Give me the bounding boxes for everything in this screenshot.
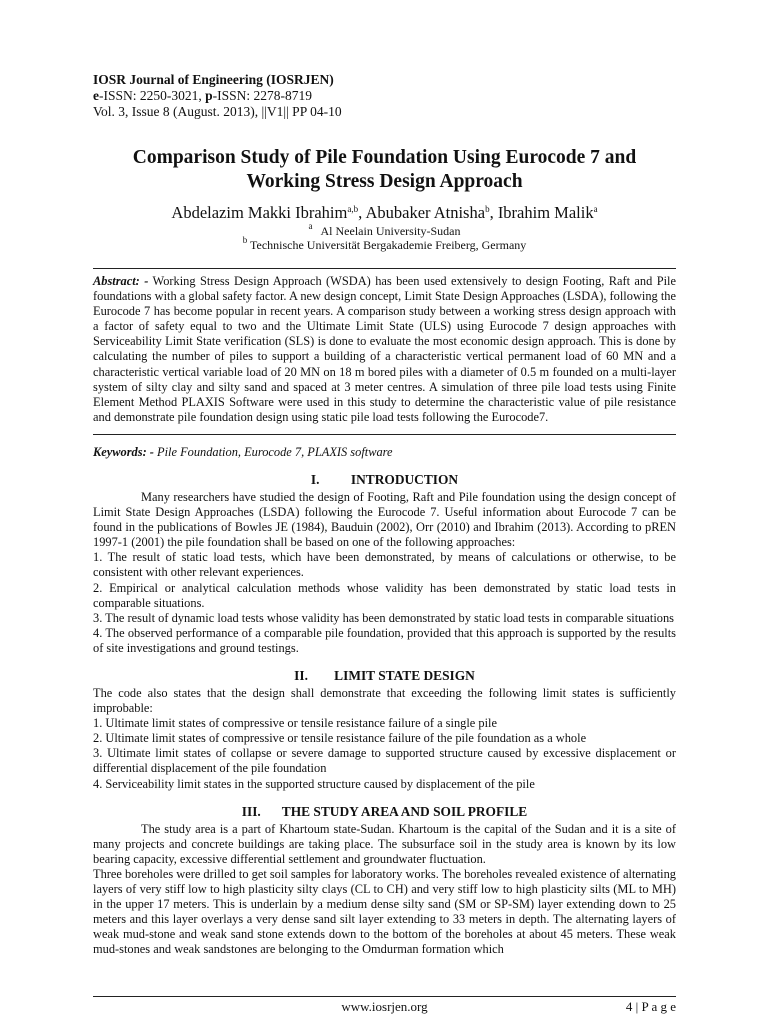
affiliation-a-mark: a xyxy=(308,221,313,231)
paragraph: The study area is a part of Khartoum state-Sudan. Khartoum is the capital of the Sudan and it is a site of many projects and concrete buildings are taking place. The subsurface soil in the study area is known by its low bearing capacity, excessive differential settlement and groundwater fluctuation. xyxy=(93,821,676,866)
section-heading-limit-state-design xyxy=(93,668,676,684)
section-title: LIMIT STATE DESIGN xyxy=(334,667,475,683)
keywords-label: Keywords: - xyxy=(93,444,154,459)
affiliation-b-mark: b xyxy=(242,235,248,245)
author-2-sup: b xyxy=(485,204,490,214)
title-line-1: Comparison Study of Pile Foundation Using Eurocode 7 and xyxy=(132,147,637,168)
affiliation-a-text: Al Neelain University-Sudan xyxy=(320,224,461,238)
list-item: 1. Ultimate limit states of compressive or tensile resistance failure of a single pile xyxy=(93,716,497,731)
issn-line xyxy=(93,88,676,104)
author-2: , Abubaker Atnisha xyxy=(358,203,486,222)
list-item: 3. Ultimate limit states of collapse or severe damage to supported structure caused by excessive displacement or differential displacement of the pile foundation xyxy=(93,746,676,776)
volume-line: Vol. 3, Issue 8 (August. 2013), ||V1|| PP 04-10 xyxy=(93,104,342,119)
author-1-sup: a,b xyxy=(347,204,359,214)
issn-p: -ISSN: 2278-8719 xyxy=(212,88,313,103)
list-item: 2. Empirical or analytical calculation methods whose validity has been demonstrated by static load tests in comparable situations. xyxy=(93,580,676,610)
footer-website: www.iosrjen.org xyxy=(341,999,428,1014)
section-number: II. xyxy=(294,667,308,683)
keywords-text: Pile Foundation, Eurocode 7, PLAXIS software xyxy=(153,444,393,459)
paragraph: Many researchers have studied the design of Footing, Raft and Pile foundation using the design concept of Limit State Design Approaches (LSDA) following the Eurocode 7. Useful information about Eurocode 7 can be found in the publications of Bowles JE (1984), Bauduin (2002), Orr (2010) and Ibrahim (2013). According to pREN 1997-1 (2001) the pile foundation shall be based on one of the following approaches: xyxy=(93,489,676,550)
title-line-2: Working Stress Design Approach xyxy=(246,171,523,192)
abstract xyxy=(93,268,676,435)
page-footer xyxy=(93,996,676,1014)
section-title: THE STUDY AREA AND SOIL PROFILE xyxy=(281,803,528,819)
author-3-sup: a xyxy=(593,204,598,214)
journal-name: IOSR Journal of Engineering (IOSRJEN) xyxy=(93,72,334,87)
issn-p-prefix: p xyxy=(205,88,213,103)
paragraph: The code also states that the design shall demonstrate that exceeding the following limit states is sufficiently improbable: xyxy=(93,685,676,716)
issn-e-prefix: e xyxy=(93,88,99,103)
abstract-text: Working Stress Design Approach (WSDA) has been used extensively to design Footing, Raft and Pile foundations with a global safety factor. A new design concept, Limit State Design Approaches (LSDA), following the Eurocode 7 has become popular in recent years. A comparison study between a working stress design approach with a factor of safety equal to two and the Ultimate Limit State (ULS) using Eurocode 7 design approaches with Serviceability Limit State verification (SLS) is done to evaluate the most economic design approach. This is done by calculating the number of piles to support a building of a characteristic vertical permanent load of 60 MN and a characteristic vertical variable load of 20 MN on 18 m bored piles with a diameter of 0.5 m founded on a multi-layer system of silty clay and silty sand and spaced at 3 meter centres. A simulation of three pile load tests using Finite Element Method PLAXIS Software were used in this study to determine the characteristic value of pile resistance and demonstrate pile foundation design using static pile load tests following the Eurocode7. xyxy=(93,274,676,424)
issn-e: -ISSN: 2250-3021, xyxy=(99,88,206,103)
list-item: 3. The result of dynamic load tests whose validity has been demonstrated by static load tests in comparable situations xyxy=(93,610,674,625)
list-item: 2. Ultimate limit states of compressive or tensile resistance failure of the pile foundation as a whole xyxy=(93,731,587,746)
section-heading-study-area xyxy=(93,804,676,820)
paper-title xyxy=(93,146,676,194)
keywords xyxy=(93,445,676,460)
journal-header xyxy=(93,0,676,120)
author-1: Abdelazim Makki Ibrahim xyxy=(171,203,348,222)
section-heading-introduction xyxy=(93,472,676,488)
author-list xyxy=(93,202,676,224)
abstract-label: Abstract: - xyxy=(93,274,149,288)
affiliation-b-text: Technische Universität Bergakademie Freiberg, Germany xyxy=(250,238,527,252)
section-number: III. xyxy=(241,803,261,819)
section-title: INTRODUCTION xyxy=(350,471,459,487)
list-item: 4. Serviceability limit states in the supported structure caused by displacement of the pile xyxy=(93,776,535,791)
paragraph: Three boreholes were drilled to get soil samples for laboratory works. The boreholes revealed existence of alternating layers of very stiff low to high plasticity silty clays (CL to CH) and very stiff low to high plasticity silts (ML to MH) in the upper 17 meters. This is underlain by a medium dense silty sand (SM or SP-SM) layer extending down to 25 meters and this layer overlays a very dense sand silt layer extending to 33 meters in depth. The alternating layers of weak mud-stone and weak sand stone extends down to the bottom of the boreholes at about 45 meters. These weak mud-stones and weak sandstones are belonging to the Omdurman formation which xyxy=(93,866,676,957)
author-3: , Ibrahim Malik xyxy=(489,203,594,222)
list-item: 1. The result of static load tests, which have been demonstrated, by means of calculations or otherwise, to be consistent with other relevant experiences. xyxy=(93,550,676,580)
section-number: I. xyxy=(310,471,320,487)
footer-page-number: 4 | P a g e xyxy=(625,999,676,1014)
affiliation-a xyxy=(93,221,676,238)
affiliation-b xyxy=(93,235,676,252)
list-item: 4. The observed performance of a comparable pile foundation, provided that this approach is supported by the results of site investigations and ground testings. xyxy=(93,625,676,655)
